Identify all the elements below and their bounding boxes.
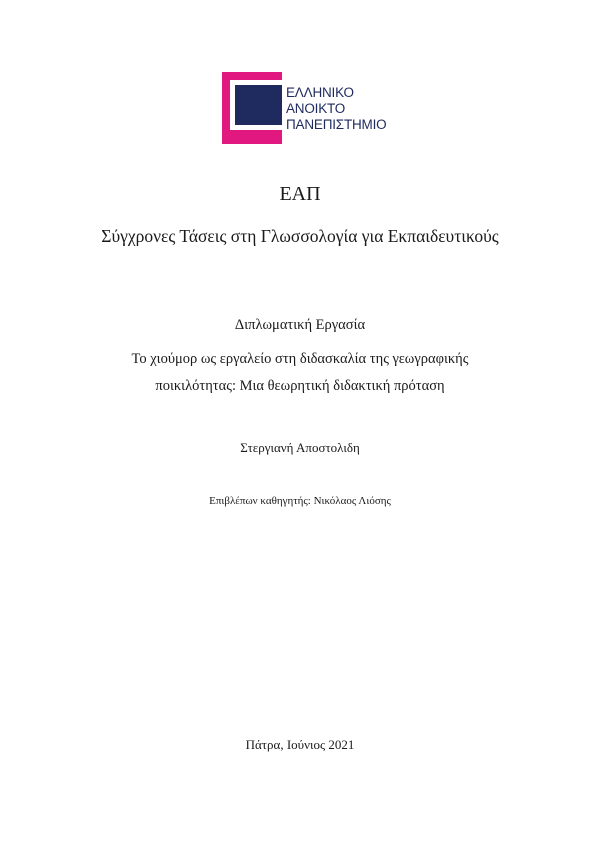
thesis-title-line-2: ποικιλότητας: Μια θεωρητική διδακτική πρόταση xyxy=(155,378,445,394)
supervisor-line: Επιβλέπων καθηγητής: Νικόλαος Λιόσης xyxy=(209,495,391,507)
university-emblem-icon xyxy=(222,72,282,144)
logo-line-1: ΕΛΛΗΝΙΚΟ xyxy=(286,85,354,100)
logo-wordmark xyxy=(286,85,386,133)
institution-abbreviation: ΕΑΠ xyxy=(279,183,321,205)
thesis-type-label: Διπλωματική Εργασία xyxy=(234,317,366,333)
logo-line-3: ΠΑΝΕΠΙΣΤΗΜΙΟ xyxy=(286,117,387,132)
place-and-date: Πάτρα, Ιούνιος 2021 xyxy=(245,737,355,752)
thesis-title-line-1: Το χιούμορ ως εργαλείο στη διδασκαλία της γεωγραφικής xyxy=(131,351,469,367)
university-logo xyxy=(222,72,412,144)
author-name: Στεργιανή Αποστολιδη xyxy=(240,440,360,455)
thesis-title xyxy=(0,346,600,400)
logo-line-2: ΑΝΟΙΚΤΟ xyxy=(286,101,346,116)
program-name: Σύγχρονες Τάσεις στη Γλωσσολογία για Εκπαιδευτικούς xyxy=(101,226,499,246)
